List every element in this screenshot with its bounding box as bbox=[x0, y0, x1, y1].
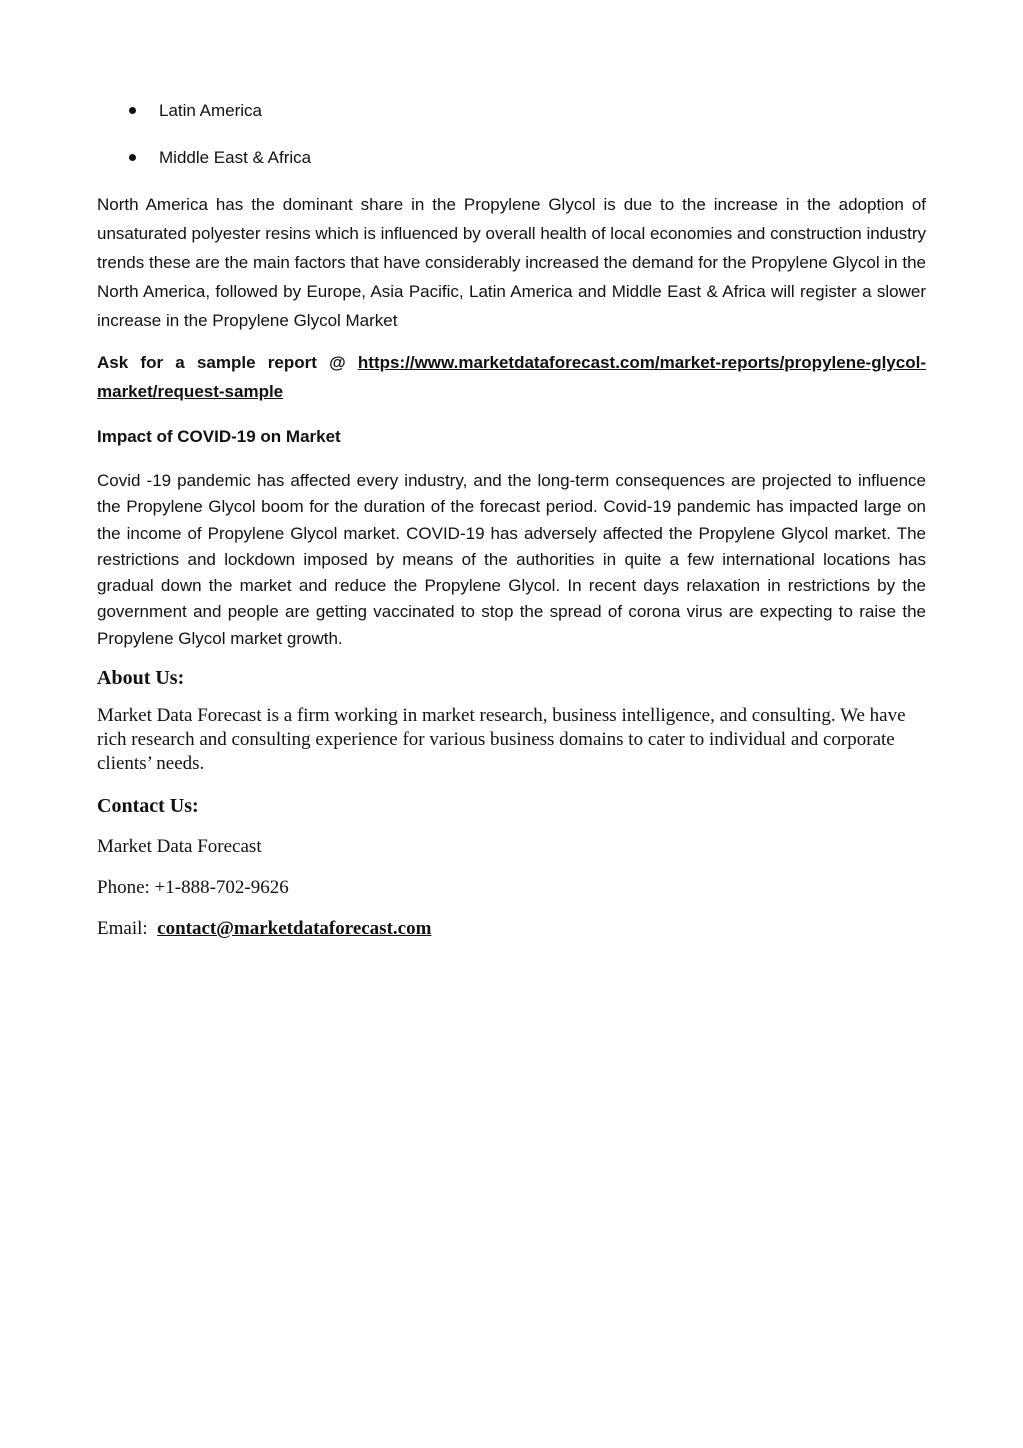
bullet-icon bbox=[129, 107, 136, 114]
bullet-icon bbox=[129, 154, 136, 161]
list-item bbox=[97, 143, 926, 190]
list-item bbox=[97, 96, 926, 143]
region-list bbox=[97, 96, 926, 190]
list-item-label: Middle East & Africa bbox=[159, 148, 312, 167]
sample-report-link[interactable]: https://www.marketdataforecast.com/market-reports/propylene-glycol-market/request-sample bbox=[97, 353, 926, 401]
contact-email-line bbox=[97, 914, 926, 943]
sample-report-line bbox=[97, 348, 926, 406]
north-america-paragraph: North America has the dominant share in the Propylene Glycol is due to the increase in the adoption of unsaturated polyester resins which is influenced by overall health of local economies and construction industry trends these are the main factors that have considerably increased the demand for the Propylene Glycol in the North America, followed by Europe, Asia Pacific, Latin America and Middle East & Africa will register a slower increase in the Propylene Glycol Market bbox=[97, 195, 926, 330]
covid-paragraph: Covid -19 pandemic has affected every industry, and the long-term consequences are projected to influence the Propylene Glycol boom for the duration of the forecast period. Covid-19 pandemic has impacted large on the income of Propylene Glycol market. COVID-19 has adversely affected the Propylene Glycol market. The restrictions and lockdown imposed by means of the authorities in quite a few international locations has gradual down the market and reduce the Propylene Glycol. In recent days relaxation in restrictions by the government and people are getting vaccinated to stop the spread of corona virus are expecting to raise the Propylene Glycol market growth. bbox=[97, 471, 926, 648]
covid-heading: Impact of COVID-19 on Market bbox=[97, 427, 341, 446]
about-paragraph: Market Data Forecast is a firm working in market research, business intelligence, and consulting. We have rich research and consulting experience for various business domains to cater to individual and corporate clients’ needs. bbox=[97, 705, 906, 775]
about-heading: About Us: bbox=[97, 667, 185, 690]
contact-email-link[interactable]: contact@marketdataforecast.com bbox=[157, 918, 432, 940]
contact-email-label: Email: bbox=[97, 918, 158, 940]
document-page bbox=[97, 96, 926, 943]
list-item-label: Latin America bbox=[159, 101, 262, 120]
contact-phone: Phone: +1-888-702-9626 bbox=[97, 877, 289, 899]
sample-report-prefix: Ask for a sample report @ bbox=[97, 353, 358, 372]
contact-company: Market Data Forecast bbox=[97, 836, 262, 858]
contact-heading: Contact Us: bbox=[97, 795, 199, 818]
